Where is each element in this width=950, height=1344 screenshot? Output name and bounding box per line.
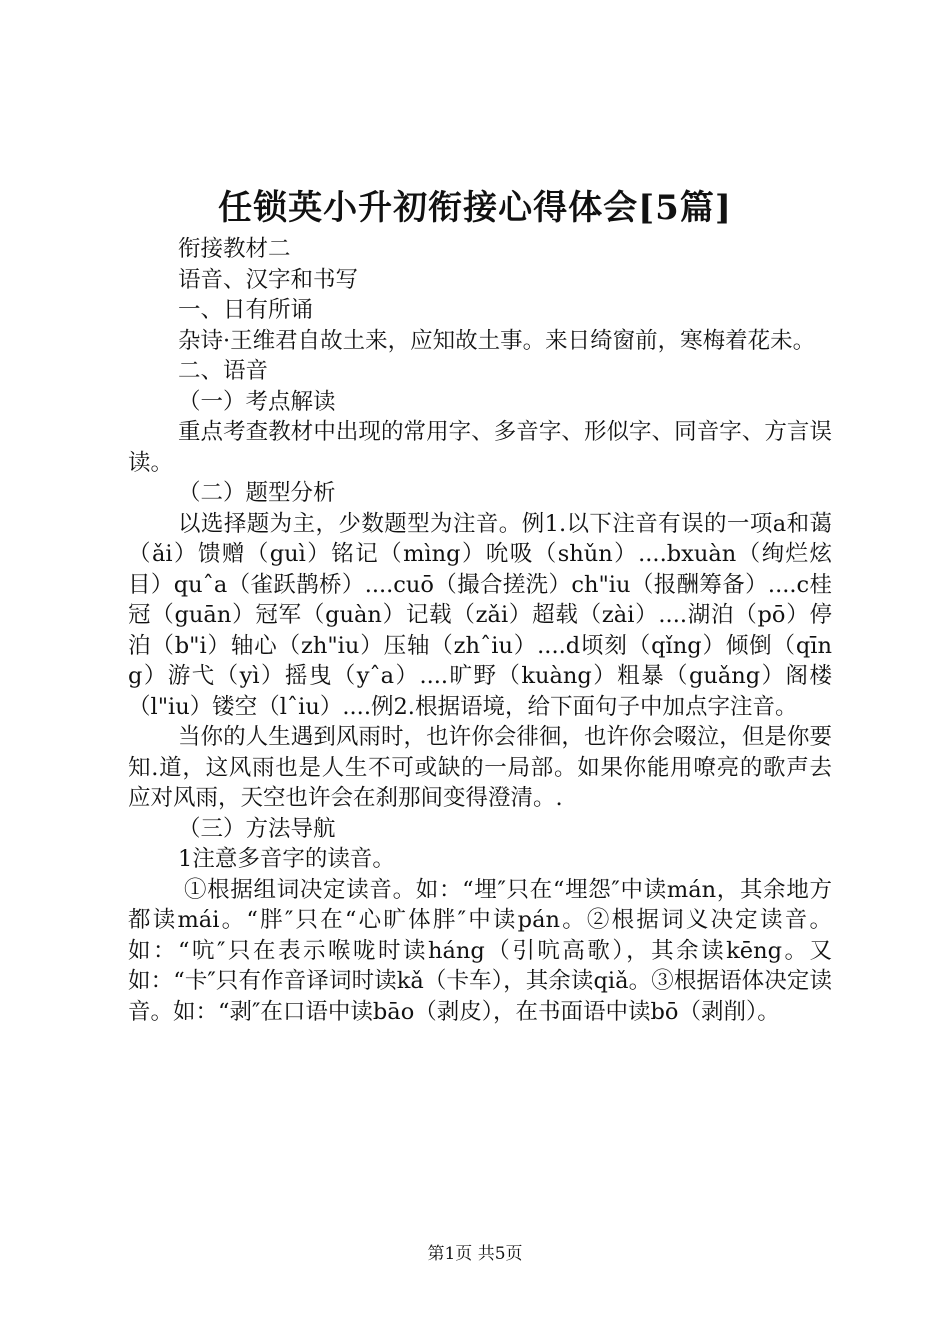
paragraph: 语音、汉字和书写 [178, 266, 359, 293]
paragraph: 一、日有所诵 [178, 297, 314, 323]
paragraph: （一）考点解读 [178, 388, 336, 415]
paragraph: 杂诗·王维君自故土来，应知故土事。来日绮窗前，寒梅着花未。 [178, 327, 816, 354]
paragraph: 以选择题为主，少数题型为注音。例1.以下注音有误的一项a和蔼（ǎi）馈赠（guì）铭记（mìng）吮吸（shǔn）....bxuàn（绚烂炫目）quˆa（雀跃鹊桥）....cuō（撮合搓洗）ch"iu（报酬筹备）....c桂冠（guān）冠军（guàn）记载（zǎi）超载（zài）....湖泊（pō）停泊（b"i）轴心（zh"iu）压轴（zhˆiu）....d顷刻（qǐng）倾倒（qīng）游弋（yì）摇曳（yˆa）....旷野（kuàng）粗暴（guǎng）阁楼（l"iu）镂空（lˆiu）....例2.根据语境，给下面句子中加点字注音。 [128, 510, 832, 720]
document-title: 任锁英小升初衔接心得体会[5篇] [218, 188, 732, 228]
paragraph: 衔接教材二 [178, 236, 291, 262]
paragraph: （二）题型分析 [178, 480, 336, 506]
page-footer: 第1页 共5页 [427, 1244, 523, 1264]
paragraph: 当你的人生遇到风雨时，也许你会徘徊，也许你会啜泣，但是你要知.道，这风雨也是人生不可或缺的一局部。如果你能用嘹亮的歌声去应对风雨，天空也许会在刹那间变得澄清。. [128, 724, 832, 811]
document-body [128, 234, 832, 1027]
paragraph: （三）方法导航 [178, 815, 336, 842]
paragraph: 重点考查教材中出现的常用字、多音字、形似字、同音字、方言误读。 [128, 419, 832, 476]
paragraph: 二、语音 [178, 358, 269, 384]
paragraph: ①根据组词决定读音。如：“埋″只在“埋怨″中读mán，其余地方都读mái。“胖″只在“心旷体胖″中读pán。②根据词义决定读音。如：“吭″只在表示喉咙时读háng（引吭高歌），其余读kēng。又如：“卡″只有作音译词时读kǎ（卡车），其余读qiǎ。③根据语体决定读音。如：“剥″在口语中读bāo（剥皮），在书面语中读bō（剥削）。 [128, 876, 832, 1025]
paragraph: 1注意多音字的读音。 [178, 846, 395, 872]
